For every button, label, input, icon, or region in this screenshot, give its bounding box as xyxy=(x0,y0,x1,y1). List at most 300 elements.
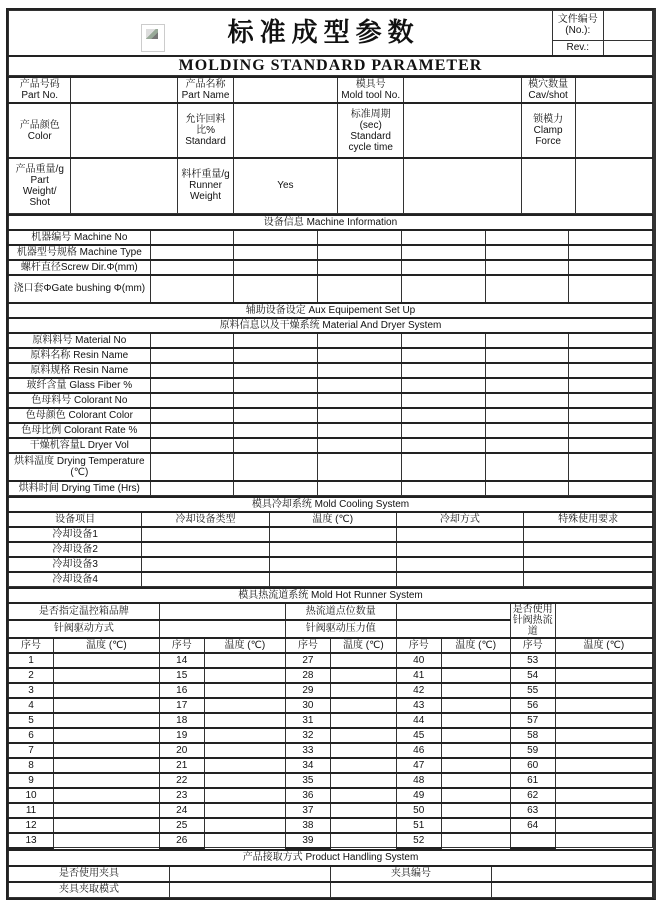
material-value-cell[interactable] xyxy=(234,378,318,393)
material-value-cell[interactable] xyxy=(569,378,653,393)
zone-temp-field[interactable] xyxy=(204,758,285,773)
material-row-label: 干燥机容量L Dryer Vol xyxy=(9,438,151,453)
zone-number: 2 xyxy=(9,668,54,683)
zone-row xyxy=(9,833,653,848)
material-value-cell[interactable] xyxy=(401,408,485,423)
zone-number: 40 xyxy=(396,653,441,668)
hot-runner-title: 模具热流道系统 Mold Hot Runner System xyxy=(9,588,653,603)
zone-number: 61 xyxy=(510,773,555,788)
zone-temp-field[interactable] xyxy=(441,713,510,728)
zone-temp-field[interactable] xyxy=(54,818,160,833)
zone-number xyxy=(510,833,555,848)
material-value-cell[interactable] xyxy=(150,408,234,423)
zone-temp-field[interactable] xyxy=(330,833,396,848)
material-value-cell[interactable] xyxy=(234,481,318,496)
zone-temp-field[interactable] xyxy=(54,728,160,743)
aux-equipment-title: 辅助设备设定 Aux Equipement Set Up xyxy=(9,303,653,318)
temp-col-header: 温度 (℃) xyxy=(555,638,652,653)
zone-number: 10 xyxy=(9,788,54,803)
zone-number: 38 xyxy=(285,818,330,833)
zone-number: 1 xyxy=(9,653,54,668)
zone-number: 51 xyxy=(396,818,441,833)
material-value-cell[interactable] xyxy=(318,348,402,363)
zone-temp-field[interactable] xyxy=(441,803,510,818)
zone-number: 33 xyxy=(285,743,330,758)
zone-temp-field[interactable] xyxy=(555,788,652,803)
zone-temp-field[interactable] xyxy=(330,788,396,803)
cooling-value-cell[interactable] xyxy=(269,527,396,542)
zone-number: 32 xyxy=(285,728,330,743)
machine-value-cell[interactable] xyxy=(150,275,234,303)
hot-runner-table xyxy=(8,587,653,849)
machine-value-cell[interactable] xyxy=(150,260,234,275)
zone-row xyxy=(9,728,653,743)
zone-number: 42 xyxy=(396,683,441,698)
zone-temp-field[interactable] xyxy=(555,818,652,833)
material-value-cell[interactable] xyxy=(485,333,569,348)
material-value-cell[interactable] xyxy=(234,423,318,438)
zone-row xyxy=(9,653,653,668)
material-value-cell[interactable] xyxy=(485,363,569,378)
zone-temp-field[interactable] xyxy=(555,803,652,818)
material-row xyxy=(9,348,653,363)
material-value-cell[interactable] xyxy=(401,393,485,408)
zone-temp-field[interactable] xyxy=(54,803,160,818)
machine-value-cell[interactable] xyxy=(150,230,234,245)
material-value-cell[interactable] xyxy=(485,408,569,423)
zone-number: 11 xyxy=(9,803,54,818)
material-value-cell[interactable] xyxy=(318,438,402,453)
cooling-value-cell[interactable] xyxy=(524,572,653,587)
zone-temp-field[interactable] xyxy=(330,758,396,773)
pick-mode-label: 夹具夹取模式 xyxy=(9,882,170,898)
zone-temp-field[interactable] xyxy=(330,668,396,683)
cooling-value-cell[interactable] xyxy=(269,572,396,587)
cooling-row-label: 冷却设备4 xyxy=(9,572,142,587)
machine-value-cell[interactable] xyxy=(234,245,318,260)
part-weight-field[interactable] xyxy=(71,158,178,213)
zone-temp-field[interactable] xyxy=(441,653,510,668)
blank-cell[interactable] xyxy=(492,882,653,898)
regrind-field[interactable] xyxy=(233,103,337,158)
zone-number: 36 xyxy=(285,788,330,803)
zone-temp-field[interactable] xyxy=(54,773,160,788)
clamp-force-label: 锁模力 Clamp Force xyxy=(521,103,575,158)
zone-number: 23 xyxy=(159,788,204,803)
zone-number: 37 xyxy=(285,803,330,818)
zone-temp-field[interactable] xyxy=(441,698,510,713)
zone-temp-field[interactable] xyxy=(555,668,652,683)
zone-temp-field[interactable] xyxy=(204,818,285,833)
zone-row xyxy=(9,818,653,833)
temp-col-header: 温度 (℃) xyxy=(54,638,160,653)
cooling-value-cell[interactable] xyxy=(142,557,270,572)
zone-row xyxy=(9,788,653,803)
color-label: 产品颜色 Color xyxy=(9,103,71,158)
mold-no-label: 模具号 Mold tool No. xyxy=(338,77,404,103)
zone-number: 48 xyxy=(396,773,441,788)
material-value-cell[interactable] xyxy=(401,348,485,363)
zone-temp-field[interactable] xyxy=(441,788,510,803)
zone-number: 31 xyxy=(285,713,330,728)
machine-value-cell[interactable] xyxy=(485,275,569,303)
form-header xyxy=(8,10,653,57)
material-value-cell[interactable] xyxy=(318,481,402,496)
broken-image-icon xyxy=(141,24,165,52)
zone-number: 41 xyxy=(396,668,441,683)
zone-number: 63 xyxy=(510,803,555,818)
zone-temp-field[interactable] xyxy=(54,668,160,683)
runner-weight-label: 料杆重量/g Runner Weight xyxy=(178,158,233,213)
zone-number: 24 xyxy=(159,803,204,818)
temp-col-header: 温度 (℃) xyxy=(330,638,396,653)
zone-number: 59 xyxy=(510,743,555,758)
material-value-cell[interactable] xyxy=(401,333,485,348)
blank-cell[interactable] xyxy=(521,158,575,213)
material-row-label: 原料规格 Resin Name xyxy=(9,363,151,378)
machine-value-cell[interactable] xyxy=(234,230,318,245)
material-value-cell[interactable] xyxy=(401,378,485,393)
fixture-no-field[interactable] xyxy=(492,866,653,882)
material-value-cell[interactable] xyxy=(318,363,402,378)
material-value-cell[interactable] xyxy=(569,481,653,496)
cooling-value-cell[interactable] xyxy=(269,542,396,557)
blank-cell[interactable] xyxy=(575,158,652,213)
machine-value-cell[interactable] xyxy=(569,260,653,275)
zone-temp-field[interactable] xyxy=(330,698,396,713)
material-value-cell[interactable] xyxy=(485,378,569,393)
zones-label: 热流道点位数量 xyxy=(285,603,396,621)
doc-no-label-en: (No.): xyxy=(565,25,591,37)
zone-number: 47 xyxy=(396,758,441,773)
zone-number: 3 xyxy=(9,683,54,698)
machine-value-cell[interactable] xyxy=(318,260,402,275)
machine-value-cell[interactable] xyxy=(318,245,402,260)
material-value-cell[interactable] xyxy=(485,438,569,453)
material-row-label: 色母颜色 Colorant Color xyxy=(9,408,151,423)
machine-value-cell[interactable] xyxy=(318,275,402,303)
fixture-no-label: 夹具编号 xyxy=(331,866,492,882)
pressure-field[interactable] xyxy=(396,620,510,638)
machine-info-title: 设备信息 Machine Information xyxy=(9,215,653,230)
seq-col-header: 序号 xyxy=(9,638,54,653)
zone-temp-field[interactable] xyxy=(54,758,160,773)
material-row xyxy=(9,453,653,481)
zone-number: 46 xyxy=(396,743,441,758)
zone-row xyxy=(9,803,653,818)
material-row-label: 烘料时间 Drying Time (Hrs) xyxy=(9,481,151,496)
zone-number: 5 xyxy=(9,713,54,728)
machine-value-cell[interactable] xyxy=(401,245,485,260)
material-value-cell[interactable] xyxy=(150,348,234,363)
doc-no-label xyxy=(552,11,604,41)
machine-value-cell[interactable] xyxy=(569,230,653,245)
machine-value-cell[interactable] xyxy=(485,245,569,260)
valve-gate-field[interactable] xyxy=(555,603,652,638)
zone-number: 21 xyxy=(159,758,204,773)
zone-number: 55 xyxy=(510,683,555,698)
part-name-field[interactable] xyxy=(233,77,337,103)
zone-temp-field[interactable] xyxy=(330,818,396,833)
zone-temp-field[interactable] xyxy=(204,668,285,683)
zone-temp-field[interactable] xyxy=(555,773,652,788)
material-value-cell[interactable] xyxy=(401,438,485,453)
zone-temp-field[interactable] xyxy=(555,833,652,848)
zone-temp-field[interactable] xyxy=(441,743,510,758)
material-value-cell[interactable] xyxy=(569,363,653,378)
material-value-cell[interactable] xyxy=(401,363,485,378)
zones-field[interactable] xyxy=(396,603,510,621)
material-value-cell[interactable] xyxy=(318,333,402,348)
material-value-cell[interactable] xyxy=(318,423,402,438)
machine-value-cell[interactable] xyxy=(485,230,569,245)
material-value-cell[interactable] xyxy=(569,423,653,438)
zone-temp-field[interactable] xyxy=(555,743,652,758)
valve-gate-label: 是否使用针阀热流道 xyxy=(510,603,555,638)
cooling-col-header: 冷却设备类型 xyxy=(142,512,270,527)
material-value-cell[interactable] xyxy=(569,438,653,453)
rev-field[interactable] xyxy=(604,40,653,56)
material-value-cell[interactable] xyxy=(150,393,234,408)
zone-temp-field[interactable] xyxy=(204,833,285,848)
color-field[interactable] xyxy=(71,103,178,158)
material-value-cell[interactable] xyxy=(318,378,402,393)
zone-temp-field[interactable] xyxy=(204,653,285,668)
material-value-cell[interactable] xyxy=(234,333,318,348)
machine-value-cell[interactable] xyxy=(401,230,485,245)
zone-temp-field[interactable] xyxy=(330,653,396,668)
zone-row xyxy=(9,668,653,683)
material-value-cell[interactable] xyxy=(318,453,402,481)
mold-no-field[interactable] xyxy=(404,77,521,103)
zone-temp-field[interactable] xyxy=(441,833,510,848)
molding-parameter-form xyxy=(6,8,656,900)
zone-temp-field[interactable] xyxy=(204,773,285,788)
zone-temp-field[interactable] xyxy=(330,713,396,728)
handling-table xyxy=(8,849,653,898)
machine-value-cell[interactable] xyxy=(150,245,234,260)
material-value-cell[interactable] xyxy=(318,408,402,423)
runner-weight-field[interactable]: Yes xyxy=(233,158,337,213)
clamp-force-field[interactable] xyxy=(575,103,652,158)
cooling-title: 模具冷却系统 Mold Cooling System xyxy=(9,497,653,512)
material-row xyxy=(9,423,653,438)
zone-temp-field[interactable] xyxy=(330,743,396,758)
zone-row xyxy=(9,683,653,698)
zone-temp-field[interactable] xyxy=(441,728,510,743)
machine-value-cell[interactable] xyxy=(569,245,653,260)
zone-temp-field[interactable] xyxy=(54,698,160,713)
cooling-value-cell[interactable] xyxy=(524,542,653,557)
zone-temp-field[interactable] xyxy=(54,683,160,698)
zone-temp-field[interactable] xyxy=(54,788,160,803)
zone-temp-field[interactable] xyxy=(54,743,160,758)
zone-number: 12 xyxy=(9,818,54,833)
zone-number: 22 xyxy=(159,773,204,788)
zone-temp-field[interactable] xyxy=(555,653,652,668)
material-value-cell[interactable] xyxy=(234,393,318,408)
cooling-value-cell[interactable] xyxy=(396,542,524,557)
material-value-cell[interactable] xyxy=(150,453,234,481)
material-value-cell[interactable] xyxy=(150,333,234,348)
material-value-cell[interactable] xyxy=(234,363,318,378)
blank-cell[interactable] xyxy=(331,882,492,898)
material-value-cell[interactable] xyxy=(150,481,234,496)
material-value-cell[interactable] xyxy=(485,453,569,481)
material-value-cell[interactable] xyxy=(234,408,318,423)
machine-row-label: 浇口套ΦGate bushing Φ(mm) xyxy=(9,275,151,303)
material-value-cell[interactable] xyxy=(569,348,653,363)
material-value-cell[interactable] xyxy=(234,438,318,453)
zone-number: 19 xyxy=(159,728,204,743)
material-value-cell[interactable] xyxy=(318,393,402,408)
blank-cell[interactable] xyxy=(404,158,521,213)
zone-temp-field[interactable] xyxy=(555,698,652,713)
zone-temp-field[interactable] xyxy=(54,713,160,728)
part-no-field[interactable] xyxy=(71,77,178,103)
material-value-cell[interactable] xyxy=(569,408,653,423)
zone-temp-field[interactable] xyxy=(555,728,652,743)
cooling-row xyxy=(9,557,653,572)
cycle-time-field[interactable] xyxy=(404,103,521,158)
zone-temp-field[interactable] xyxy=(441,683,510,698)
zone-temp-field[interactable] xyxy=(555,683,652,698)
cooling-value-cell[interactable] xyxy=(142,542,270,557)
cooling-row xyxy=(9,527,653,542)
cooling-value-cell[interactable] xyxy=(142,527,270,542)
zone-number: 18 xyxy=(159,713,204,728)
machine-row xyxy=(9,245,653,260)
zone-temp-field[interactable] xyxy=(204,698,285,713)
part-no-label: 产品号码 Part No. xyxy=(9,77,71,103)
drive-field[interactable] xyxy=(159,620,285,638)
zone-number: 43 xyxy=(396,698,441,713)
material-value-cell[interactable] xyxy=(485,423,569,438)
cooling-value-cell[interactable] xyxy=(269,557,396,572)
zone-number: 52 xyxy=(396,833,441,848)
machine-value-cell[interactable] xyxy=(485,260,569,275)
zone-temp-field[interactable] xyxy=(555,758,652,773)
material-value-cell[interactable] xyxy=(150,378,234,393)
machine-value-cell[interactable] xyxy=(234,260,318,275)
cooling-row-label: 冷却设备2 xyxy=(9,542,142,557)
page-subtitle: MOLDING STANDARD PARAMETER xyxy=(9,57,653,76)
zone-temp-field[interactable] xyxy=(204,713,285,728)
drive-label: 针阀驱动方式 xyxy=(9,620,160,638)
material-value-cell[interactable] xyxy=(485,348,569,363)
material-value-cell[interactable] xyxy=(485,481,569,496)
zone-number: 53 xyxy=(510,653,555,668)
machine-value-cell[interactable] xyxy=(401,260,485,275)
material-value-cell[interactable] xyxy=(150,438,234,453)
machine-value-cell[interactable] xyxy=(569,275,653,303)
zone-number: 8 xyxy=(9,758,54,773)
cooling-row-label: 冷却设备3 xyxy=(9,557,142,572)
pick-mode-field[interactable] xyxy=(170,882,331,898)
blank-cell[interactable] xyxy=(338,158,404,213)
brand-label: 是否指定温控箱品牌 xyxy=(9,603,160,621)
zone-number: 25 xyxy=(159,818,204,833)
zone-temp-field[interactable] xyxy=(441,758,510,773)
cooling-value-cell[interactable] xyxy=(396,527,524,542)
use-fixture-field[interactable] xyxy=(170,866,331,882)
material-row-label: 色母料号 Colorant No xyxy=(9,393,151,408)
seq-col-header: 序号 xyxy=(159,638,204,653)
title-cell xyxy=(9,11,553,57)
material-value-cell[interactable] xyxy=(569,453,653,481)
cooling-value-cell[interactable] xyxy=(142,572,270,587)
material-value-cell[interactable] xyxy=(150,423,234,438)
material-value-cell[interactable] xyxy=(401,453,485,481)
cooling-value-cell[interactable] xyxy=(396,557,524,572)
material-row-label: 烘料温度 Drying Temperature (℃) xyxy=(9,453,151,481)
zone-temp-field[interactable] xyxy=(330,683,396,698)
machine-row-label: 机器编号 Machine No xyxy=(9,230,151,245)
zone-number: 30 xyxy=(285,698,330,713)
machine-value-cell[interactable] xyxy=(234,275,318,303)
zone-temp-field[interactable] xyxy=(204,803,285,818)
material-value-cell[interactable] xyxy=(569,393,653,408)
material-value-cell[interactable] xyxy=(569,333,653,348)
zone-number: 54 xyxy=(510,668,555,683)
zone-temp-field[interactable] xyxy=(204,683,285,698)
zone-number: 7 xyxy=(9,743,54,758)
material-value-cell[interactable] xyxy=(150,363,234,378)
brand-field[interactable] xyxy=(159,603,285,621)
zone-row xyxy=(9,698,653,713)
machine-row xyxy=(9,275,653,303)
cooling-value-cell[interactable] xyxy=(396,572,524,587)
material-value-cell[interactable] xyxy=(234,453,318,481)
material-row xyxy=(9,363,653,378)
zone-temp-field[interactable] xyxy=(330,773,396,788)
doc-no-field[interactable] xyxy=(604,11,653,41)
zone-temp-field[interactable] xyxy=(441,668,510,683)
zone-temp-field[interactable] xyxy=(204,743,285,758)
zone-number: 6 xyxy=(9,728,54,743)
zone-temp-field[interactable] xyxy=(54,653,160,668)
zone-row xyxy=(9,713,653,728)
zone-number: 9 xyxy=(9,773,54,788)
zone-number: 49 xyxy=(396,788,441,803)
machine-value-cell[interactable] xyxy=(318,230,402,245)
seq-col-header: 序号 xyxy=(396,638,441,653)
machine-value-cell[interactable] xyxy=(401,275,485,303)
material-row xyxy=(9,438,653,453)
material-row xyxy=(9,408,653,423)
zone-temp-field[interactable] xyxy=(441,818,510,833)
zone-temp-field[interactable] xyxy=(330,803,396,818)
zone-temp-field[interactable] xyxy=(204,788,285,803)
cooling-value-cell[interactable] xyxy=(524,527,653,542)
zone-temp-field[interactable] xyxy=(204,728,285,743)
zone-number: 62 xyxy=(510,788,555,803)
temp-col-header: 温度 (℃) xyxy=(204,638,285,653)
material-value-cell[interactable] xyxy=(401,481,485,496)
zone-temp-field[interactable] xyxy=(555,713,652,728)
material-value-cell[interactable] xyxy=(234,348,318,363)
material-value-cell[interactable] xyxy=(401,423,485,438)
cooling-col-header: 温度 (℃) xyxy=(269,512,396,527)
material-row xyxy=(9,481,653,496)
cooling-value-cell[interactable] xyxy=(524,557,653,572)
zone-temp-field[interactable] xyxy=(54,833,160,848)
material-value-cell[interactable] xyxy=(485,393,569,408)
zone-temp-field[interactable] xyxy=(330,728,396,743)
zone-temp-field[interactable] xyxy=(441,773,510,788)
cavity-field[interactable] xyxy=(575,77,652,103)
machine-row-label: 螺杆直径Screw Dir.Φ(mm) xyxy=(9,260,151,275)
